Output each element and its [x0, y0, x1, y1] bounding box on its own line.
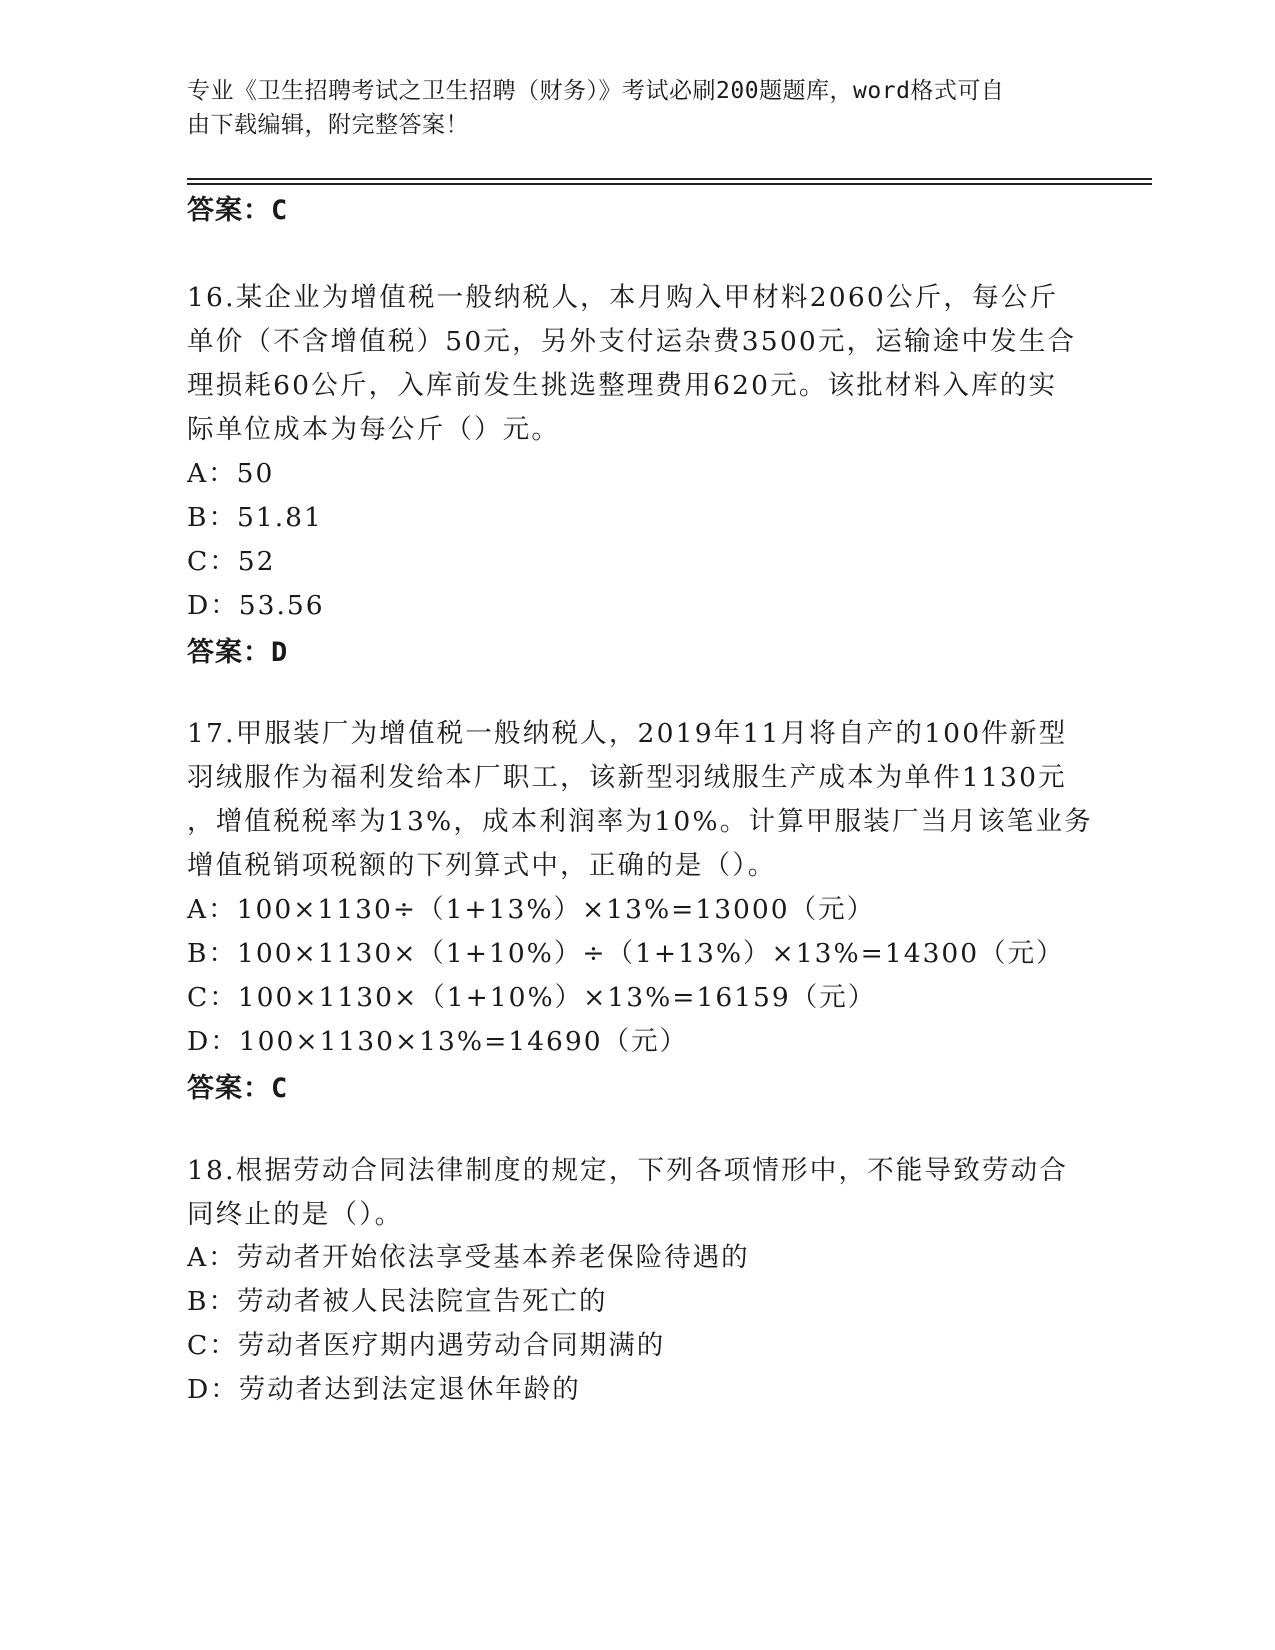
- question-16-option-a: A：50: [187, 458, 275, 489]
- question-18-option-b: B：劳动者被人民法院宣告死亡的: [187, 1286, 608, 1317]
- header-divider: [187, 178, 1152, 180]
- document-header: [187, 74, 1067, 142]
- question-16-text: 单价（不含增值税）50元，另外支付运杂费3500元，运输途中发生合: [187, 326, 1077, 357]
- question-17-option-a: A：100×1130÷（1+13%）×13%=13000（元）: [187, 894, 876, 925]
- question-18-option-c: C：劳动者医疗期内遇劳动合同期满的: [187, 1330, 666, 1361]
- question-16-answer: 答案：D: [187, 637, 289, 668]
- question-17-text: 增值税销项税额的下列算式中，正确的是（）。: [187, 850, 777, 881]
- header-line: 专业《卫生招聘考试之卫生招聘（财务）》考试必刷200题题库，word格式可自: [187, 78, 1005, 104]
- question-16-text: 际单位成本为每公斤（）元。: [187, 414, 561, 445]
- question-17-text: 羽绒服作为福利发给本厂职工，该新型羽绒服生产成本为单件1130元: [187, 762, 1067, 793]
- question-17-text: 17.甲服装厂为增值税一般纳税人，2019年11月将自产的100件新型: [187, 718, 1068, 749]
- question-17-option-b: B：100×1130×（1+10%）÷（1+13%）×13%=14300（元）: [187, 938, 1065, 969]
- question-16-option-c: C：52: [187, 546, 276, 577]
- question-18-option-d: D：劳动者达到法定退休年龄的: [187, 1374, 581, 1405]
- question-18-option-a: A：劳动者开始依法享受基本养老保险待遇的: [187, 1242, 750, 1273]
- question-17-text: ，增值税税率为13%，成本利润率为10%。计算甲服装厂当月该笔业务: [187, 806, 1093, 837]
- question-16-text: 理损耗60公斤，入库前发生挑选整理费用620元。该批材料入库的实: [187, 370, 1058, 401]
- question-18-text: 同终止的是（）。: [187, 1199, 404, 1230]
- question-16-option-b: B：51.81: [187, 502, 323, 533]
- question-16-option-d: D：53.56: [187, 590, 325, 621]
- previous-answer: 答案：C: [187, 195, 289, 226]
- question-17-option-c: C：100×1130×（1+10%）×13%=16159（元）: [187, 982, 877, 1013]
- header-divider: [187, 183, 1152, 185]
- question-17-option-d: D：100×1130×13%=14690（元）: [187, 1026, 689, 1057]
- question-18-text: 18.根据劳动合同法律制度的规定，下列各项情形中，不能导致劳动合: [187, 1155, 1069, 1186]
- question-17-answer: 答案：C: [187, 1073, 289, 1104]
- header-line: 由下载编辑，附完整答案！: [187, 112, 469, 138]
- question-16-text: 16.某企业为增值税一般纳税人，本月购入甲材料2060公斤，每公斤: [187, 282, 1059, 313]
